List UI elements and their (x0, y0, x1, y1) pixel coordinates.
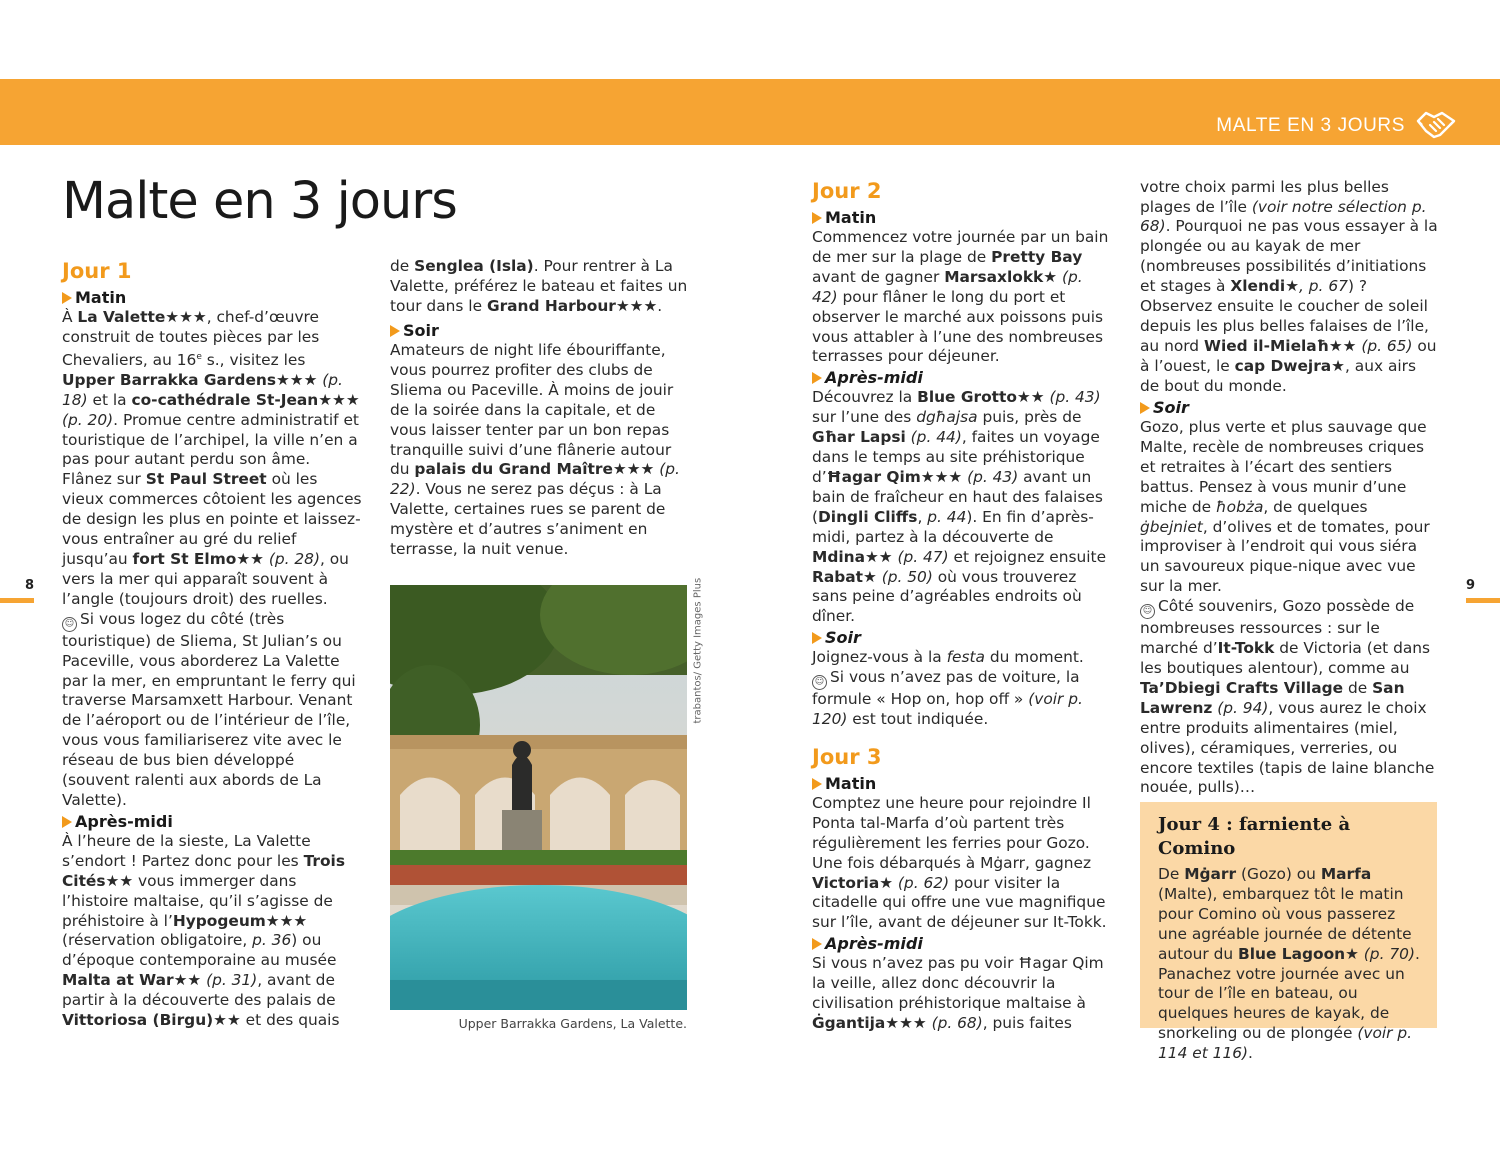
jour4-sidebar-box (1140, 802, 1437, 1063)
triangle-bullet-icon (812, 938, 822, 950)
smiley-tip-icon: ☺ (1140, 604, 1155, 619)
smiley-tip-icon: ☺ (812, 675, 827, 690)
triangle-bullet-icon (812, 778, 822, 790)
jour1-apres-continued: de Senglea (Isla). Pour rentrer à La Valette, préférez le bateau et faites un tour dans le Grand Harbour★★★. (390, 258, 688, 315)
jour2-soir-tip: ☺ Si vous n’avez pas de voiture, la formule « Hop on, hop off » (voir p. 120) est tout indiquée. (812, 668, 1083, 729)
photo-caption: Upper Barrakka Gardens, La Valette. (458, 1016, 687, 1031)
jour1-heading: Jour 1 (62, 259, 132, 283)
jour3-matin-label: Matin (812, 773, 1112, 794)
jour2-soir-label: Soir (812, 627, 1112, 648)
running-title: MALTE EN 3 JOURS (1216, 115, 1405, 136)
photo-upper-barrakka-gardens (390, 585, 687, 1010)
jour3-apres-text: Si vous n’avez pas pu voir Ħagar Qim la veille, allez donc découvrir la civilisation préhistorique maltaise à Ġgantija★★★ (p. 68), puis faites (812, 954, 1104, 1032)
jour2-matin-label: Matin (812, 207, 1112, 228)
jour1-matin-label: Matin (62, 287, 362, 308)
jour1-apres-label: Après-midi (62, 811, 362, 832)
triangle-bullet-icon (812, 212, 822, 224)
page-title: Malte en 3 jours (62, 172, 457, 231)
jour3-apres-label: Après-midi (812, 933, 1112, 954)
handshake-icon (1416, 107, 1456, 141)
jour2-apres-label: Après-midi (812, 367, 1112, 388)
column-1 (62, 258, 362, 1032)
column-4 (1140, 178, 1440, 798)
column-2 (390, 258, 688, 560)
page-number-right: 9 (1466, 578, 1476, 593)
header-band (0, 79, 1500, 145)
jour4-box-text-2: Panachez votre journée avec un tour de l’île en bateau, ou quelques heures de kayak, de snorkeling ou de plongée (voir p. 114 et 116). (1158, 964, 1413, 1063)
jour3-matin-text: Comptez une heure pour rejoindre Il Ponta tal-Marfa d’où partent très régulièrement les ferries pour Gozo. Une fois débarqués à Mġarr, gagnez Victoria★ (p. 62) pour visiter la citadelle qui offre une vue magnifique sur l’île, avant de déjeuner sur It-Tokk. (812, 793, 1107, 932)
jour4-box-text: De Mġarr (Gozo) ou Marfa (Malte), embarquez tôt le matin pour Comino où vous passerez une agréable journée de détente autour du Blue Lagoon★ (p. 70). (1158, 865, 1420, 963)
jour3-apres-continued: votre choix parmi les plus belles plages de l’île (voir notre sélection p. 68). Pourquoi ne pas vous essayer à la plongée ou au kayak de mer (nombreuses possibilités d’initiations et stages à Xlendi★, p. 67) ? Observez ensuite le coucher de soleil depuis les plus belles falaises de l’île, au nord Wied il-Mielaħ★★ (p. 65) ou à l’ouest, le cap Dwejra★, aux airs de bout du monde. (1140, 178, 1438, 395)
jour1-matin-tip: ☺ Si vous logez du côté (très touristique) de Sliema, St Julian’s ou Paceville, vous aborderez La Valette par la mer, en empruntant le ferry qui traverse Marsamxett Harbour. Venant de l’aéroport ou de l’intérieur de l’île, vous vous familiariserez vite avec le réseau de bus bien développé (souvent ralenti aux abords de La Valette). (62, 609, 356, 809)
jour1-soir-text: Amateurs de night life ébouriffante, vous pourrez profiter des clubs de Sliema ou Paceville. À moins de jouir de la soirée dans la capitale, et de vous laisser tenter par un bon repas tranquille suivi d’une flânerie autour du palais du Grand Maître★★★ (p. 22). Vous ne serez pas déçus : à La Valette, certaines rues se parent de mystère et d’autres s’animent en terrasse, la nuit venue. (390, 341, 680, 559)
jour3-soir-tip: ☺ Côté souvenirs, Gozo possède de nombreuses ressources : sur le marché d’It-Tokk de Victoria (et dans les boutiques alentour), comme au Ta’Dbiegi Crafts Village de San Lawrenz (p. 94), vous aurez le choix entre produits alimentaires (miel, olives), céramiques, verreries, ou encore textiles (tapis de laine blanche nouée, pulls)… (1140, 597, 1435, 797)
triangle-bullet-icon (1140, 402, 1150, 414)
column-3 (812, 178, 1112, 1034)
jour3-heading: Jour 3 (812, 744, 882, 769)
triangle-bullet-icon (812, 632, 822, 644)
jour3-soir-label: Soir (1140, 397, 1440, 418)
triangle-bullet-icon (62, 816, 72, 828)
jour2-matin-text: Commencez votre journée par un bain de mer sur la plage de Pretty Bay avant de gagner Marsaxlokk★ (p. 42) pour flâner le long du port et observer le marché aux poissons puis vous attabler à l’une des nombreuses terrasses pour déjeuner. (812, 228, 1109, 366)
jour1-soir-label: Soir (390, 320, 688, 341)
jour4-box-title: Jour 4 : farniente à Comino (1158, 814, 1351, 859)
left-edge-mark (0, 598, 34, 603)
jour1-matin-text: À La Valette★★★, chef-d’œuvre construit de toutes pièces par les Chevaliers, au 16e s., visitez les Upper Barrakka Gardens★★★ (p. 18) et la co-cathédrale St-Jean★★★ (p. 20). Promue centre administratif et touristique de l’archipel, la ville n’en a pas pour autant perdu son âme. Flânez sur St Paul Street où les vieux commerces côtoient les agences de design les plus en pointe et laissez-vous entraîner au gré du relief jusqu’au fort St Elmo★★ (p. 28), ou vers la mer qui apparaît souvent à l’angle (toujours droit) des ruelles. (62, 308, 362, 608)
jour2-soir-text: Joignez-vous à la festa du moment. (812, 648, 1084, 667)
triangle-bullet-icon (390, 325, 400, 337)
jour2-heading: Jour 2 (812, 179, 882, 203)
triangle-bullet-icon (62, 292, 72, 304)
right-edge-mark (1466, 598, 1500, 603)
triangle-bullet-icon (812, 372, 822, 384)
smiley-tip-icon: ☺ (62, 617, 77, 632)
jour2-apres-text: Découvrez la Blue Grotto★★ (p. 43) sur l’une des dgħajsa puis, près de Għar Lapsi (p. 44), faites un voyage dans le temps au site préhistorique d’Ħagar Qim★★★ (p. 43) avant un bain de fraîcheur en haut des falaises (Dingli Cliffs, p. 44). En fin d’après-midi, partez à la découverte de Mdina★★ (p. 47) et rejoignez ensuite Rabat★ (p. 50) où vous trouverez sans peine d’agréables endroits où dîner. (812, 388, 1107, 626)
jour1-apres-text: À l’heure de la sieste, La Valette s’endort ! Partez donc pour les Trois Cités★★ vous immerger dans l’histoire maltaise, qu’il s’agisse de préhistoire à l’Hypogeum★★★ (réservation obligatoire, p. 36) ou d’époque contemporaine au musée Malta at War★★ (p. 31), avant de partir à la découverte des palais de Vittoriosa (Birgu)★★ et des quais (62, 831, 345, 1030)
jour3-soir-text: Gozo, plus verte et plus sauvage que Malte, recèle de nombreuses criques et retraites à l’écart des sentiers battus. Pensez à vous munir d’une miche de ħobża, de quelques ġbejniet, d’olives et de tomates, pour improviser à l’endroit qui vous siéra un savoureux pique-nique avec vue sur la mer. (1140, 418, 1430, 596)
page-number-left: 8 (25, 578, 35, 593)
photo-credit: trabantos/ Getty Images Plus (692, 577, 704, 724)
